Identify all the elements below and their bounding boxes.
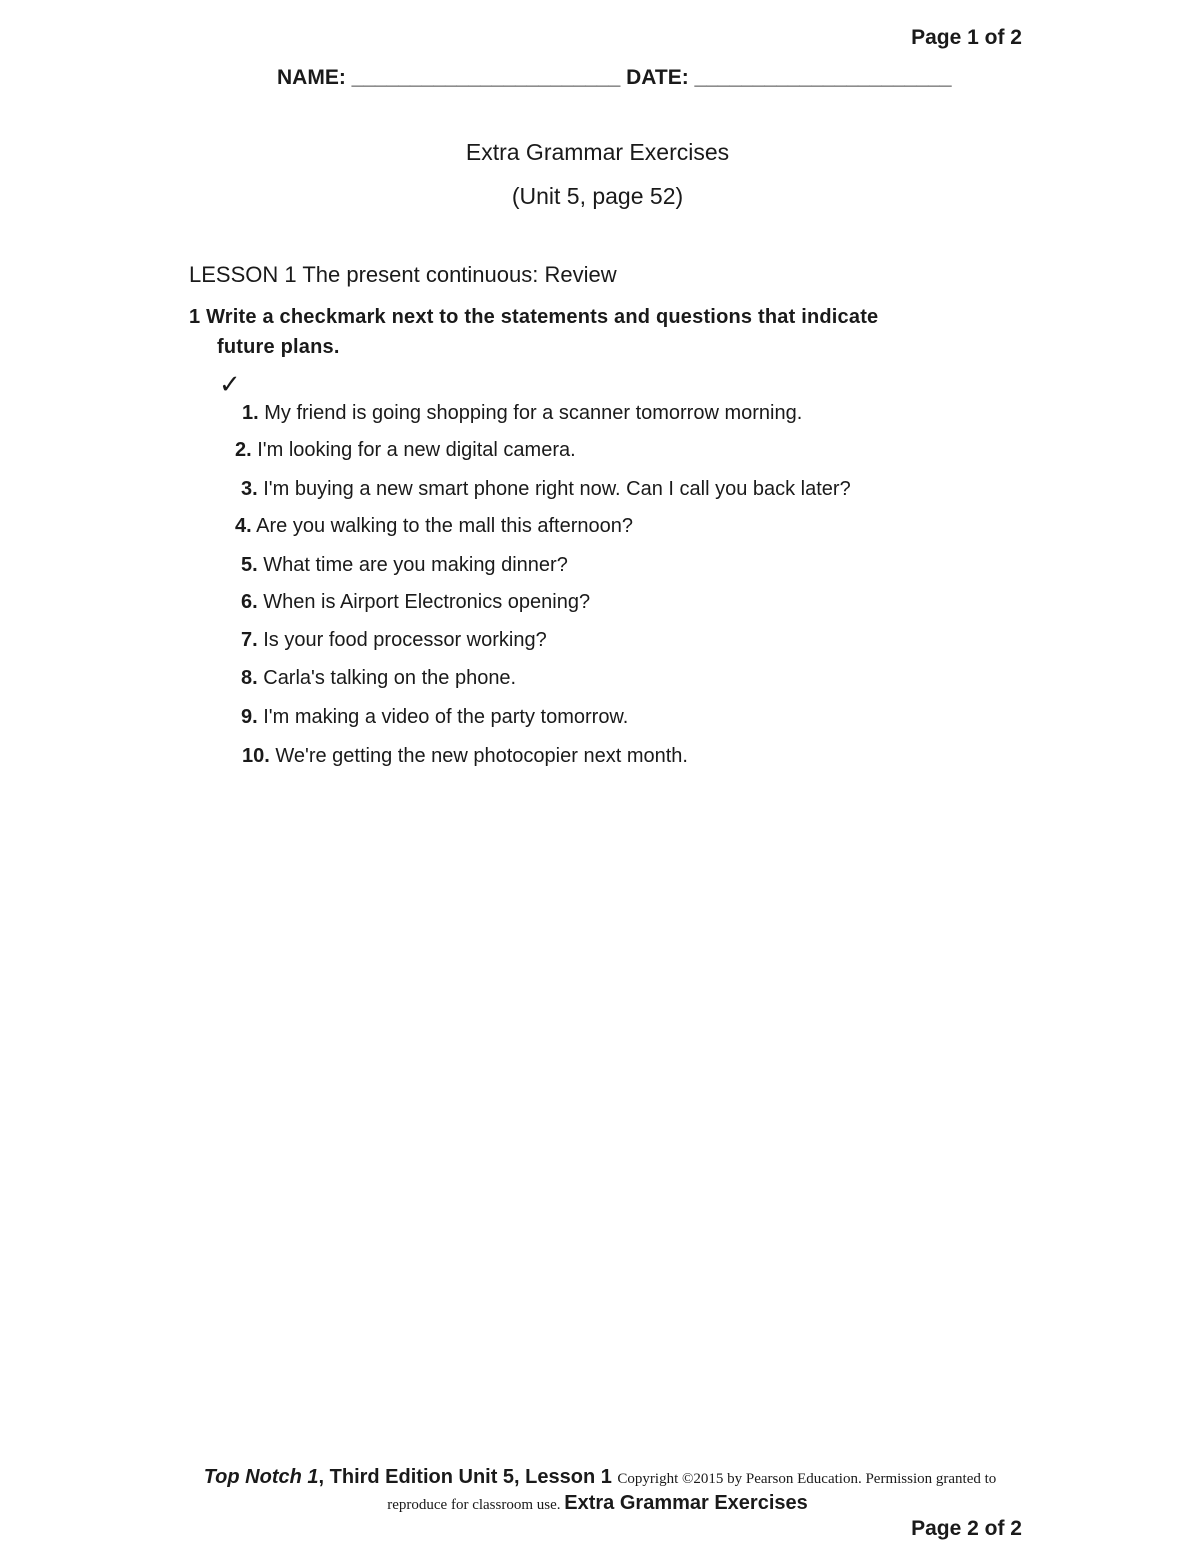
footer-line-1 [0, 1466, 1200, 1489]
footer-copyright-1: Copyright ©2015 by Pearson Education. Permission granted to [617, 1471, 997, 1487]
list-item [235, 439, 576, 462]
item-text: We're getting the new photocopier next month. [269, 745, 688, 767]
item-number: 1. [242, 402, 259, 424]
checkmark-icon: ✓ [219, 370, 241, 400]
item-text: Carla's talking on the phone. [257, 667, 517, 689]
instruction-line-1: 1 Write a checkmark next to the statements and questions that indicate [189, 306, 879, 328]
item-text: What time are you making dinner? [257, 554, 568, 576]
list-item [241, 591, 590, 614]
list-item [241, 667, 516, 690]
item-number: 4. [235, 515, 252, 537]
lesson-heading: LESSON 1 The present continuous: Review [189, 262, 617, 287]
page-number-top: Page 1 of 2 [911, 26, 1022, 49]
list-item [242, 745, 688, 768]
item-number: 3. [241, 478, 258, 500]
list-item [241, 478, 851, 501]
footer-series: Top Notch 1 [203, 1466, 319, 1488]
item-text: I'm buying a new smart phone right now. Can I call you back later? [257, 478, 851, 500]
footer-title: Extra Grammar Exercises [564, 1492, 808, 1514]
item-number: 8. [241, 667, 258, 689]
list-item [241, 706, 628, 729]
footer-copyright-2: reproduce for classroom use. [387, 1497, 565, 1513]
item-text: I'm looking for a new digital camera. [251, 439, 576, 461]
footer-edition-lesson: , Third Edition Unit 5, Lesson 1 [318, 1466, 618, 1488]
item-text: My friend is going shopping for a scanner tomorrow morning. [258, 402, 803, 424]
list-item [241, 629, 547, 652]
item-text: When is Airport Electronics opening? [257, 591, 591, 613]
footer-line-2 [0, 1492, 1195, 1515]
item-number: 5. [241, 554, 258, 576]
item-text: Is your food processor working? [257, 629, 547, 651]
item-text: Are you walking to the mall this afternoon? [251, 515, 634, 537]
item-number: 10. [242, 745, 270, 767]
instruction-line-2: future plans. [217, 336, 340, 358]
page-number-bottom: Page 2 of 2 [911, 1517, 1022, 1540]
list-item [242, 402, 802, 425]
list-item [241, 554, 568, 577]
list-item [235, 515, 633, 538]
worksheet-subtitle: (Unit 5, page 52) [511, 183, 684, 209]
name-date-line: NAME: _______________________ DATE: ______________________ [277, 66, 952, 89]
item-number: 9. [241, 706, 258, 728]
worksheet-title: Extra Grammar Exercises [465, 139, 730, 165]
item-number: 6. [241, 591, 258, 613]
item-number: 2. [235, 439, 252, 461]
item-text: I'm making a video of the party tomorrow. [257, 706, 629, 728]
item-number: 7. [241, 629, 258, 651]
